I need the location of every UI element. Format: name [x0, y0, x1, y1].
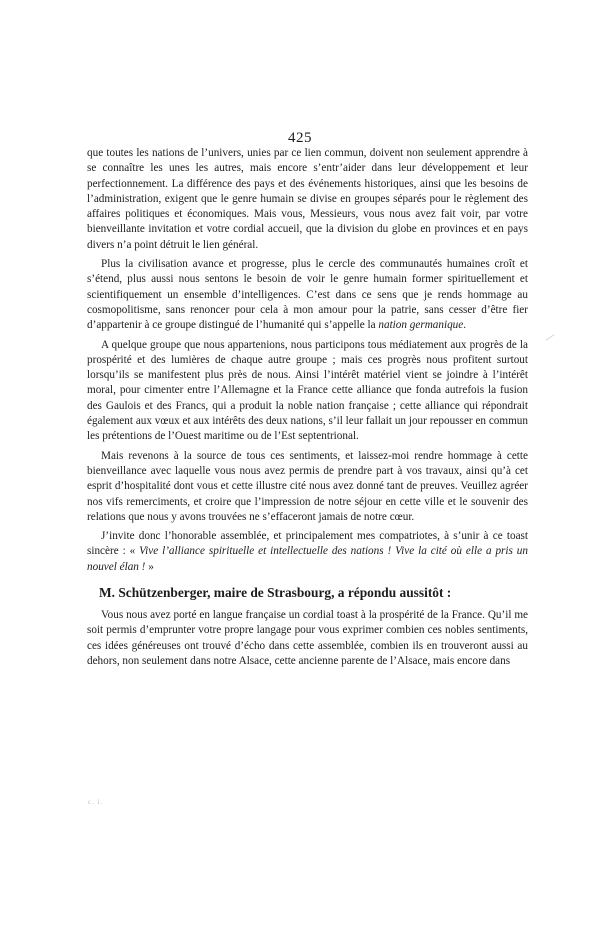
paragraph-5-toast-quote: Vive l’alliance spirituelle et intellectuelle des nations ! Vive la cité où elle a pris un nouvel élan !	[87, 545, 528, 573]
paragraph-4: Mais revenons à la source de tous ces sentiments, et laissez-moi rendre hommage à cette bienveillance avec laquelle vous nous avez permis de prendre part à vos travaux, ainsi qu’à cet esprit d’hospitalité dont vous et cette illustre cité nous avez donné tant de preuves. Veuillez agréer nos vifs remerciments, et croire que l’impression de notre séjour en cette ville et le souvenir des relations que nous y avons trouvées ne s’effaceront jamais de notre cœur.	[87, 449, 528, 523]
paragraph-2-italic: nation germanique	[378, 319, 464, 332]
margin-pencil-mark	[546, 334, 555, 341]
paragraph-2	[87, 257, 528, 333]
paragraph-6: Vous nous avez porté en langue française un cordial toast à la prospérité de la France. Qu’il me soit permis d’emprunter votre propre langage pour vous exprimer combien ces nobles sentiments, ces idées généreuses ont trouvé d’écho dans cette assemblée, combien ils en trouveront aussi au dehors, non seulement dans notre Alsace, cette ancienne parente de l’Alsace, mais encore dans	[87, 609, 528, 667]
paragraph-3: A quelque groupe que nous appartenions, nous participons tous médiatement aux progrès de la prospérité et des lumières de chaque autre groupe ; mais ces progrès nous profitent surtout lorsqu’ils se manifestent plus près de nous. Ainsi l’intérêt matériel vient se joindre à l’intérêt moral, pour cimenter entre l’Allemagne et la France cette alliance que fonda autrefois la fusion des Gaulois et des Francs, qui a produit la noble nation française ; cette alliance qui répondrait également aux vœux et aux intérêts des deux nations, s’il leur fallait un jour repousser en commun les prétentions de l’Ouest maritime ou de l’Est septentrional.	[87, 338, 528, 443]
paragraph-2-end: .	[463, 319, 467, 332]
paragraph-5-text: J’invite donc l’honorable assemblée, et principalement mes compatriotes, à s’unir à ce toast sincère : «	[87, 530, 528, 558]
paragraph-2-text: Plus la civilisation avance et progresse, plus le cercle des communautés humaines croît et s’étend, plus aussi nous sentons le besoin de voir le genre humain former spirituellement et scientifiquement un ensemble d’intelligences. C’est dans ce sens que je rends hommage au cosmopolitisme, sans renoncer pour cela à mon amour pour la patrie, sans cesser d’être fier d’appartenir à ce groupe distingué de l’humanité qui s’appelle la	[87, 258, 528, 332]
signature-mark: c. i.	[88, 798, 104, 806]
section-heading: M. Schützenberger, maire de Strasbourg, a répondu aussitôt :	[99, 585, 452, 601]
page-number: 425	[288, 130, 312, 146]
body-text	[87, 146, 528, 669]
paragraph-1: que toutes les nations de l’univers, unies par ce lien commun, doivent non seulement apprendre à se connaître les unes les autres, mais encore s’entr’aider dans leur développement et leur perfectionnement. La différence des pays et des événements historiques, ainsi que les besoins de l’administration, exigent que le genre humain se divise en groupes séparés pour le règlement des affaires politiques et économiques. Mais vous, Messieurs, vous nous avez fait voir, par votre bienveillante invitation et votre cordial accueil, que la division du globe en provinces et en pays divers n’a point détruit le lien général.	[87, 147, 528, 251]
paragraph-5-end: »	[145, 560, 154, 573]
paragraph-5	[87, 529, 528, 575]
